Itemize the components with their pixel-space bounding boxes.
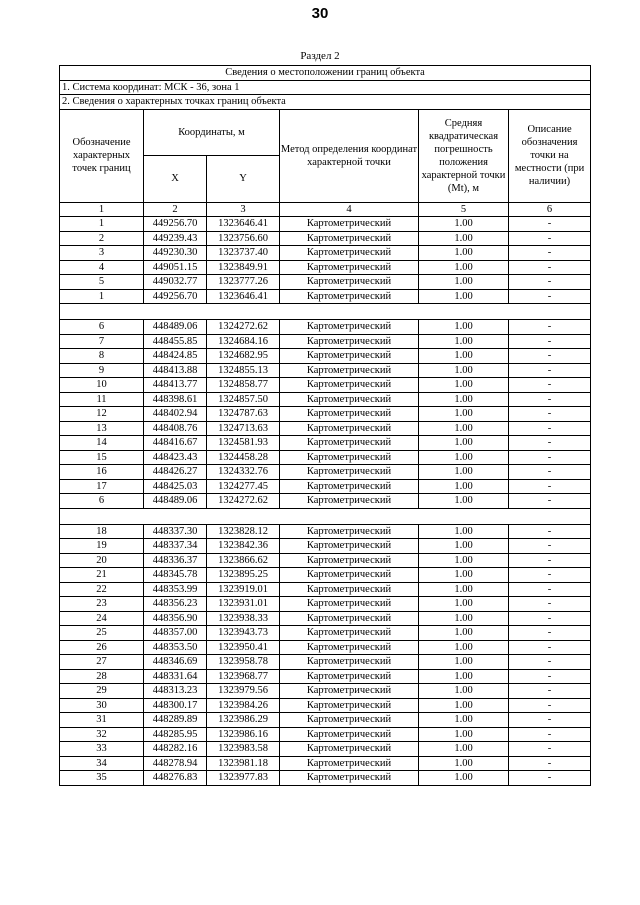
mt-value-cell: 1.00 bbox=[419, 246, 509, 261]
description-cell: - bbox=[509, 756, 591, 771]
point-number-cell: 9 bbox=[60, 363, 144, 378]
table-row bbox=[60, 436, 591, 451]
coord-y-cell: 1323983.58 bbox=[207, 742, 280, 757]
description-cell: - bbox=[509, 655, 591, 670]
method-cell: Картометрический bbox=[280, 260, 419, 275]
table-row bbox=[60, 727, 591, 742]
coord-x-cell: 448289.89 bbox=[144, 713, 207, 728]
table-row bbox=[60, 698, 591, 713]
description-cell: - bbox=[509, 436, 591, 451]
method-cell: Картометрический bbox=[280, 539, 419, 554]
group-separator-row bbox=[60, 508, 591, 524]
point-number-cell: 27 bbox=[60, 655, 144, 670]
table-row bbox=[60, 655, 591, 670]
point-number-cell: 28 bbox=[60, 669, 144, 684]
coord-x-cell: 448408.76 bbox=[144, 421, 207, 436]
header-method: Метод определения координат характерной точки bbox=[280, 109, 419, 202]
coordinates-table bbox=[59, 65, 591, 786]
description-cell: - bbox=[509, 231, 591, 246]
coord-x-cell: 448423.43 bbox=[144, 450, 207, 465]
col-number-5: 5 bbox=[419, 202, 509, 217]
coord-y-cell: 1324855.13 bbox=[207, 363, 280, 378]
method-cell: Картометрический bbox=[280, 363, 419, 378]
coord-y-cell: 1323958.78 bbox=[207, 655, 280, 670]
coord-x-cell: 448455.85 bbox=[144, 334, 207, 349]
description-cell: - bbox=[509, 597, 591, 612]
mt-value-cell: 1.00 bbox=[419, 626, 509, 641]
coord-y-cell: 1324272.62 bbox=[207, 494, 280, 509]
coord-y-cell: 1323950.41 bbox=[207, 640, 280, 655]
table-row bbox=[60, 479, 591, 494]
mt-value-cell: 1.00 bbox=[419, 465, 509, 480]
point-number-cell: 19 bbox=[60, 539, 144, 554]
group-separator-cell bbox=[60, 508, 591, 524]
col-number-2: 2 bbox=[144, 202, 207, 217]
coord-y-cell: 1324858.77 bbox=[207, 378, 280, 393]
header-point-designation: Обозначение характерных точек границ bbox=[60, 109, 144, 202]
point-number-cell: 26 bbox=[60, 640, 144, 655]
mt-value-cell: 1.00 bbox=[419, 217, 509, 232]
coord-y-cell: 1323979.56 bbox=[207, 684, 280, 699]
coord-x-cell: 448331.64 bbox=[144, 669, 207, 684]
coord-y-cell: 1323981.18 bbox=[207, 756, 280, 771]
description-cell: - bbox=[509, 363, 591, 378]
coord-y-cell: 1323943.73 bbox=[207, 626, 280, 641]
description-cell: - bbox=[509, 553, 591, 568]
method-cell: Картометрический bbox=[280, 275, 419, 290]
coord-y-cell: 1323919.01 bbox=[207, 582, 280, 597]
method-cell: Картометрический bbox=[280, 436, 419, 451]
mt-value-cell: 1.00 bbox=[419, 597, 509, 612]
coord-x-cell: 448426.27 bbox=[144, 465, 207, 480]
coord-x-cell: 448285.95 bbox=[144, 727, 207, 742]
description-cell: - bbox=[509, 260, 591, 275]
coord-x-cell: 448357.00 bbox=[144, 626, 207, 641]
table-row bbox=[60, 465, 591, 480]
method-cell: Картометрический bbox=[280, 582, 419, 597]
coord-x-cell: 448413.88 bbox=[144, 363, 207, 378]
section-label: Раздел 2 bbox=[300, 50, 340, 62]
coord-y-cell: 1324682.95 bbox=[207, 349, 280, 364]
coord-y-cell: 1324458.28 bbox=[207, 450, 280, 465]
point-number-cell: 17 bbox=[60, 479, 144, 494]
table-row bbox=[60, 334, 591, 349]
coord-y-cell: 1324857.50 bbox=[207, 392, 280, 407]
table-row bbox=[60, 597, 591, 612]
mt-value-cell: 1.00 bbox=[419, 611, 509, 626]
point-number-cell: 3 bbox=[60, 246, 144, 261]
col-number-1: 1 bbox=[60, 202, 144, 217]
coord-x-cell: 448424.85 bbox=[144, 349, 207, 364]
group-separator-cell bbox=[60, 304, 591, 320]
coord-y-cell: 1324272.62 bbox=[207, 320, 280, 335]
coord-y-cell: 1323646.41 bbox=[207, 289, 280, 304]
description-cell: - bbox=[509, 524, 591, 539]
coord-y-cell: 1324787.63 bbox=[207, 407, 280, 422]
point-number-cell: 10 bbox=[60, 378, 144, 393]
table-row bbox=[60, 626, 591, 641]
method-cell: Картометрический bbox=[280, 524, 419, 539]
mt-value-cell: 1.00 bbox=[419, 655, 509, 670]
table-row bbox=[60, 539, 591, 554]
header-description: Описание обозначения точки на местности (при наличии) bbox=[509, 109, 591, 202]
mt-value-cell: 1.00 bbox=[419, 771, 509, 786]
table-row bbox=[60, 246, 591, 261]
header-x: X bbox=[144, 156, 207, 203]
description-cell: - bbox=[509, 450, 591, 465]
table-row bbox=[60, 640, 591, 655]
coord-x-cell: 448416.67 bbox=[144, 436, 207, 451]
table-row bbox=[60, 421, 591, 436]
point-number-cell: 15 bbox=[60, 450, 144, 465]
point-number-cell: 31 bbox=[60, 713, 144, 728]
coord-y-cell: 1323828.12 bbox=[207, 524, 280, 539]
mt-value-cell: 1.00 bbox=[419, 275, 509, 290]
coord-y-cell: 1324684.16 bbox=[207, 334, 280, 349]
method-cell: Картометрический bbox=[280, 334, 419, 349]
method-cell: Картометрический bbox=[280, 349, 419, 364]
coord-y-cell: 1323646.41 bbox=[207, 217, 280, 232]
coord-x-cell: 448413.77 bbox=[144, 378, 207, 393]
mt-value-cell: 1.00 bbox=[419, 378, 509, 393]
description-cell: - bbox=[509, 275, 591, 290]
mt-value-cell: 1.00 bbox=[419, 640, 509, 655]
coord-y-cell: 1323866.62 bbox=[207, 553, 280, 568]
coord-y-cell: 1323895.25 bbox=[207, 568, 280, 583]
description-cell: - bbox=[509, 217, 591, 232]
table-row bbox=[60, 568, 591, 583]
description-cell: - bbox=[509, 479, 591, 494]
description-cell: - bbox=[509, 349, 591, 364]
coord-x-cell: 449051.15 bbox=[144, 260, 207, 275]
point-number-cell: 21 bbox=[60, 568, 144, 583]
coord-x-cell: 448336.37 bbox=[144, 553, 207, 568]
description-cell: - bbox=[509, 494, 591, 509]
description-cell: - bbox=[509, 684, 591, 699]
point-number-cell: 11 bbox=[60, 392, 144, 407]
col-number-6: 6 bbox=[509, 202, 591, 217]
point-number-cell: 13 bbox=[60, 421, 144, 436]
col-number-4: 4 bbox=[280, 202, 419, 217]
method-cell: Картометрический bbox=[280, 698, 419, 713]
description-cell: - bbox=[509, 246, 591, 261]
coord-x-cell: 448402.94 bbox=[144, 407, 207, 422]
mt-value-cell: 1.00 bbox=[419, 392, 509, 407]
coord-y-cell: 1323756.60 bbox=[207, 231, 280, 246]
table-row bbox=[60, 275, 591, 290]
method-cell: Картометрический bbox=[280, 378, 419, 393]
points-title-row: 2. Сведения о характерных точках границ объекта bbox=[60, 95, 591, 110]
description-cell: - bbox=[509, 289, 591, 304]
method-cell: Картометрический bbox=[280, 479, 419, 494]
description-cell: - bbox=[509, 713, 591, 728]
table-row bbox=[60, 494, 591, 509]
table-row bbox=[60, 231, 591, 246]
point-number-cell: 34 bbox=[60, 756, 144, 771]
method-cell: Картометрический bbox=[280, 626, 419, 641]
description-cell: - bbox=[509, 698, 591, 713]
mt-value-cell: 1.00 bbox=[419, 742, 509, 757]
mt-value-cell: 1.00 bbox=[419, 407, 509, 422]
point-number-cell: 12 bbox=[60, 407, 144, 422]
description-cell: - bbox=[509, 421, 591, 436]
point-number-cell: 6 bbox=[60, 494, 144, 509]
description-cell: - bbox=[509, 378, 591, 393]
description-cell: - bbox=[509, 568, 591, 583]
coord-x-cell: 448300.17 bbox=[144, 698, 207, 713]
table-row bbox=[60, 260, 591, 275]
description-cell: - bbox=[509, 727, 591, 742]
coord-x-cell: 448337.34 bbox=[144, 539, 207, 554]
coord-y-cell: 1323977.83 bbox=[207, 771, 280, 786]
mt-value-cell: 1.00 bbox=[419, 231, 509, 246]
point-number-cell: 22 bbox=[60, 582, 144, 597]
table-row bbox=[60, 611, 591, 626]
point-number-cell: 7 bbox=[60, 334, 144, 349]
coord-y-cell: 1323777.26 bbox=[207, 275, 280, 290]
mt-value-cell: 1.00 bbox=[419, 539, 509, 554]
coord-x-cell: 448353.50 bbox=[144, 640, 207, 655]
point-number-cell: 20 bbox=[60, 553, 144, 568]
header-coordinates: Координаты, м bbox=[144, 109, 280, 156]
method-cell: Картометрический bbox=[280, 684, 419, 699]
coord-x-cell: 448353.99 bbox=[144, 582, 207, 597]
table-row bbox=[60, 713, 591, 728]
method-cell: Картометрический bbox=[280, 217, 419, 232]
table-row bbox=[60, 669, 591, 684]
coord-x-cell: 448489.06 bbox=[144, 320, 207, 335]
mt-value-cell: 1.00 bbox=[419, 320, 509, 335]
method-cell: Картометрический bbox=[280, 465, 419, 480]
mt-value-cell: 1.00 bbox=[419, 582, 509, 597]
method-cell: Картометрический bbox=[280, 742, 419, 757]
mt-value-cell: 1.00 bbox=[419, 334, 509, 349]
method-cell: Картометрический bbox=[280, 669, 419, 684]
coord-x-cell: 448276.83 bbox=[144, 771, 207, 786]
point-number-cell: 6 bbox=[60, 320, 144, 335]
mt-value-cell: 1.00 bbox=[419, 494, 509, 509]
coord-y-cell: 1323931.01 bbox=[207, 597, 280, 612]
point-number-cell: 14 bbox=[60, 436, 144, 451]
method-cell: Картометрический bbox=[280, 713, 419, 728]
point-number-cell: 18 bbox=[60, 524, 144, 539]
method-cell: Картометрический bbox=[280, 553, 419, 568]
method-cell: Картометрический bbox=[280, 756, 419, 771]
col-number-3: 3 bbox=[207, 202, 280, 217]
coord-x-cell: 448345.78 bbox=[144, 568, 207, 583]
table-title: Сведения о местоположении границ объекта bbox=[60, 66, 591, 81]
table-row bbox=[60, 582, 591, 597]
coord-x-cell: 448278.94 bbox=[144, 756, 207, 771]
coord-y-cell: 1323938.33 bbox=[207, 611, 280, 626]
mt-value-cell: 1.00 bbox=[419, 553, 509, 568]
point-number-cell: 24 bbox=[60, 611, 144, 626]
coord-y-cell: 1324332.76 bbox=[207, 465, 280, 480]
mt-value-cell: 1.00 bbox=[419, 684, 509, 699]
coord-y-cell: 1323842.36 bbox=[207, 539, 280, 554]
point-number-cell: 25 bbox=[60, 626, 144, 641]
method-cell: Картометрический bbox=[280, 450, 419, 465]
coord-y-cell: 1324277.45 bbox=[207, 479, 280, 494]
mt-value-cell: 1.00 bbox=[419, 756, 509, 771]
method-cell: Картометрический bbox=[280, 727, 419, 742]
point-number-cell: 16 bbox=[60, 465, 144, 480]
coord-x-cell: 449256.70 bbox=[144, 289, 207, 304]
point-number-cell: 32 bbox=[60, 727, 144, 742]
coord-x-cell: 449239.43 bbox=[144, 231, 207, 246]
coord-x-cell: 448337.30 bbox=[144, 524, 207, 539]
table-row bbox=[60, 392, 591, 407]
mt-value-cell: 1.00 bbox=[419, 713, 509, 728]
point-number-cell: 30 bbox=[60, 698, 144, 713]
mt-value-cell: 1.00 bbox=[419, 289, 509, 304]
point-number-cell: 29 bbox=[60, 684, 144, 699]
coord-y-cell: 1323849.91 bbox=[207, 260, 280, 275]
mt-value-cell: 1.00 bbox=[419, 421, 509, 436]
coord-y-cell: 1323984.26 bbox=[207, 698, 280, 713]
description-cell: - bbox=[509, 539, 591, 554]
description-cell: - bbox=[509, 582, 591, 597]
coord-x-cell: 449230.30 bbox=[144, 246, 207, 261]
table-row bbox=[60, 524, 591, 539]
header-y: Y bbox=[207, 156, 280, 203]
method-cell: Картометрический bbox=[280, 597, 419, 612]
method-cell: Картометрический bbox=[280, 320, 419, 335]
mt-value-cell: 1.00 bbox=[419, 669, 509, 684]
table-row bbox=[60, 378, 591, 393]
coord-x-cell: 448398.61 bbox=[144, 392, 207, 407]
method-cell: Картометрический bbox=[280, 771, 419, 786]
method-cell: Картометрический bbox=[280, 407, 419, 422]
page-number: 30 bbox=[311, 5, 329, 22]
coord-x-cell: 448489.06 bbox=[144, 494, 207, 509]
table-row bbox=[60, 320, 591, 335]
mt-value-cell: 1.00 bbox=[419, 260, 509, 275]
coord-x-cell: 448356.23 bbox=[144, 597, 207, 612]
description-cell: - bbox=[509, 742, 591, 757]
coordinates-table-body bbox=[60, 66, 591, 786]
coord-system-row: 1. Система координат: МСК - 36, зона 1 bbox=[60, 80, 591, 95]
mt-value-cell: 1.00 bbox=[419, 568, 509, 583]
point-number-cell: 35 bbox=[60, 771, 144, 786]
point-number-cell: 1 bbox=[60, 289, 144, 304]
mt-value-cell: 1.00 bbox=[419, 727, 509, 742]
mt-value-cell: 1.00 bbox=[419, 450, 509, 465]
coord-y-cell: 1323986.29 bbox=[207, 713, 280, 728]
table-row bbox=[60, 553, 591, 568]
description-cell: - bbox=[509, 640, 591, 655]
method-cell: Картометрический bbox=[280, 392, 419, 407]
coord-x-cell: 449032.77 bbox=[144, 275, 207, 290]
mt-value-cell: 1.00 bbox=[419, 524, 509, 539]
coord-y-cell: 1324713.63 bbox=[207, 421, 280, 436]
description-cell: - bbox=[509, 320, 591, 335]
description-cell: - bbox=[509, 611, 591, 626]
table-row bbox=[60, 289, 591, 304]
description-cell: - bbox=[509, 392, 591, 407]
method-cell: Картометрический bbox=[280, 246, 419, 261]
coord-x-cell: 449256.70 bbox=[144, 217, 207, 232]
point-number-cell: 2 bbox=[60, 231, 144, 246]
mt-value-cell: 1.00 bbox=[419, 436, 509, 451]
coord-x-cell: 448346.69 bbox=[144, 655, 207, 670]
point-number-cell: 4 bbox=[60, 260, 144, 275]
header-error: Средняя квадратическая погрешность положения характерной точки (Mt), м bbox=[419, 109, 509, 202]
coord-x-cell: 448313.23 bbox=[144, 684, 207, 699]
point-number-cell: 1 bbox=[60, 217, 144, 232]
description-cell: - bbox=[509, 626, 591, 641]
mt-value-cell: 1.00 bbox=[419, 363, 509, 378]
coord-x-cell: 448356.90 bbox=[144, 611, 207, 626]
mt-value-cell: 1.00 bbox=[419, 349, 509, 364]
method-cell: Картометрический bbox=[280, 568, 419, 583]
coord-y-cell: 1323737.40 bbox=[207, 246, 280, 261]
mt-value-cell: 1.00 bbox=[419, 698, 509, 713]
method-cell: Картометрический bbox=[280, 289, 419, 304]
group-separator-row bbox=[60, 304, 591, 320]
table-row bbox=[60, 363, 591, 378]
description-cell: - bbox=[509, 771, 591, 786]
coord-y-cell: 1323968.77 bbox=[207, 669, 280, 684]
method-cell: Картометрический bbox=[280, 421, 419, 436]
point-number-cell: 33 bbox=[60, 742, 144, 757]
method-cell: Картометрический bbox=[280, 494, 419, 509]
method-cell: Картометрический bbox=[280, 611, 419, 626]
coord-x-cell: 448425.03 bbox=[144, 479, 207, 494]
table-row bbox=[60, 450, 591, 465]
table-row bbox=[60, 756, 591, 771]
description-cell: - bbox=[509, 407, 591, 422]
description-cell: - bbox=[509, 669, 591, 684]
coord-y-cell: 1324581.93 bbox=[207, 436, 280, 451]
table-row bbox=[60, 742, 591, 757]
coord-y-cell: 1323986.16 bbox=[207, 727, 280, 742]
table-row bbox=[60, 684, 591, 699]
description-cell: - bbox=[509, 334, 591, 349]
method-cell: Картометрический bbox=[280, 231, 419, 246]
table-row bbox=[60, 349, 591, 364]
method-cell: Картометрический bbox=[280, 640, 419, 655]
point-number-cell: 5 bbox=[60, 275, 144, 290]
description-cell: - bbox=[509, 465, 591, 480]
point-number-cell: 23 bbox=[60, 597, 144, 612]
table-row bbox=[60, 217, 591, 232]
table-row bbox=[60, 407, 591, 422]
coord-x-cell: 448282.16 bbox=[144, 742, 207, 757]
table-row bbox=[60, 771, 591, 786]
method-cell: Картометрический bbox=[280, 655, 419, 670]
point-number-cell: 8 bbox=[60, 349, 144, 364]
mt-value-cell: 1.00 bbox=[419, 479, 509, 494]
